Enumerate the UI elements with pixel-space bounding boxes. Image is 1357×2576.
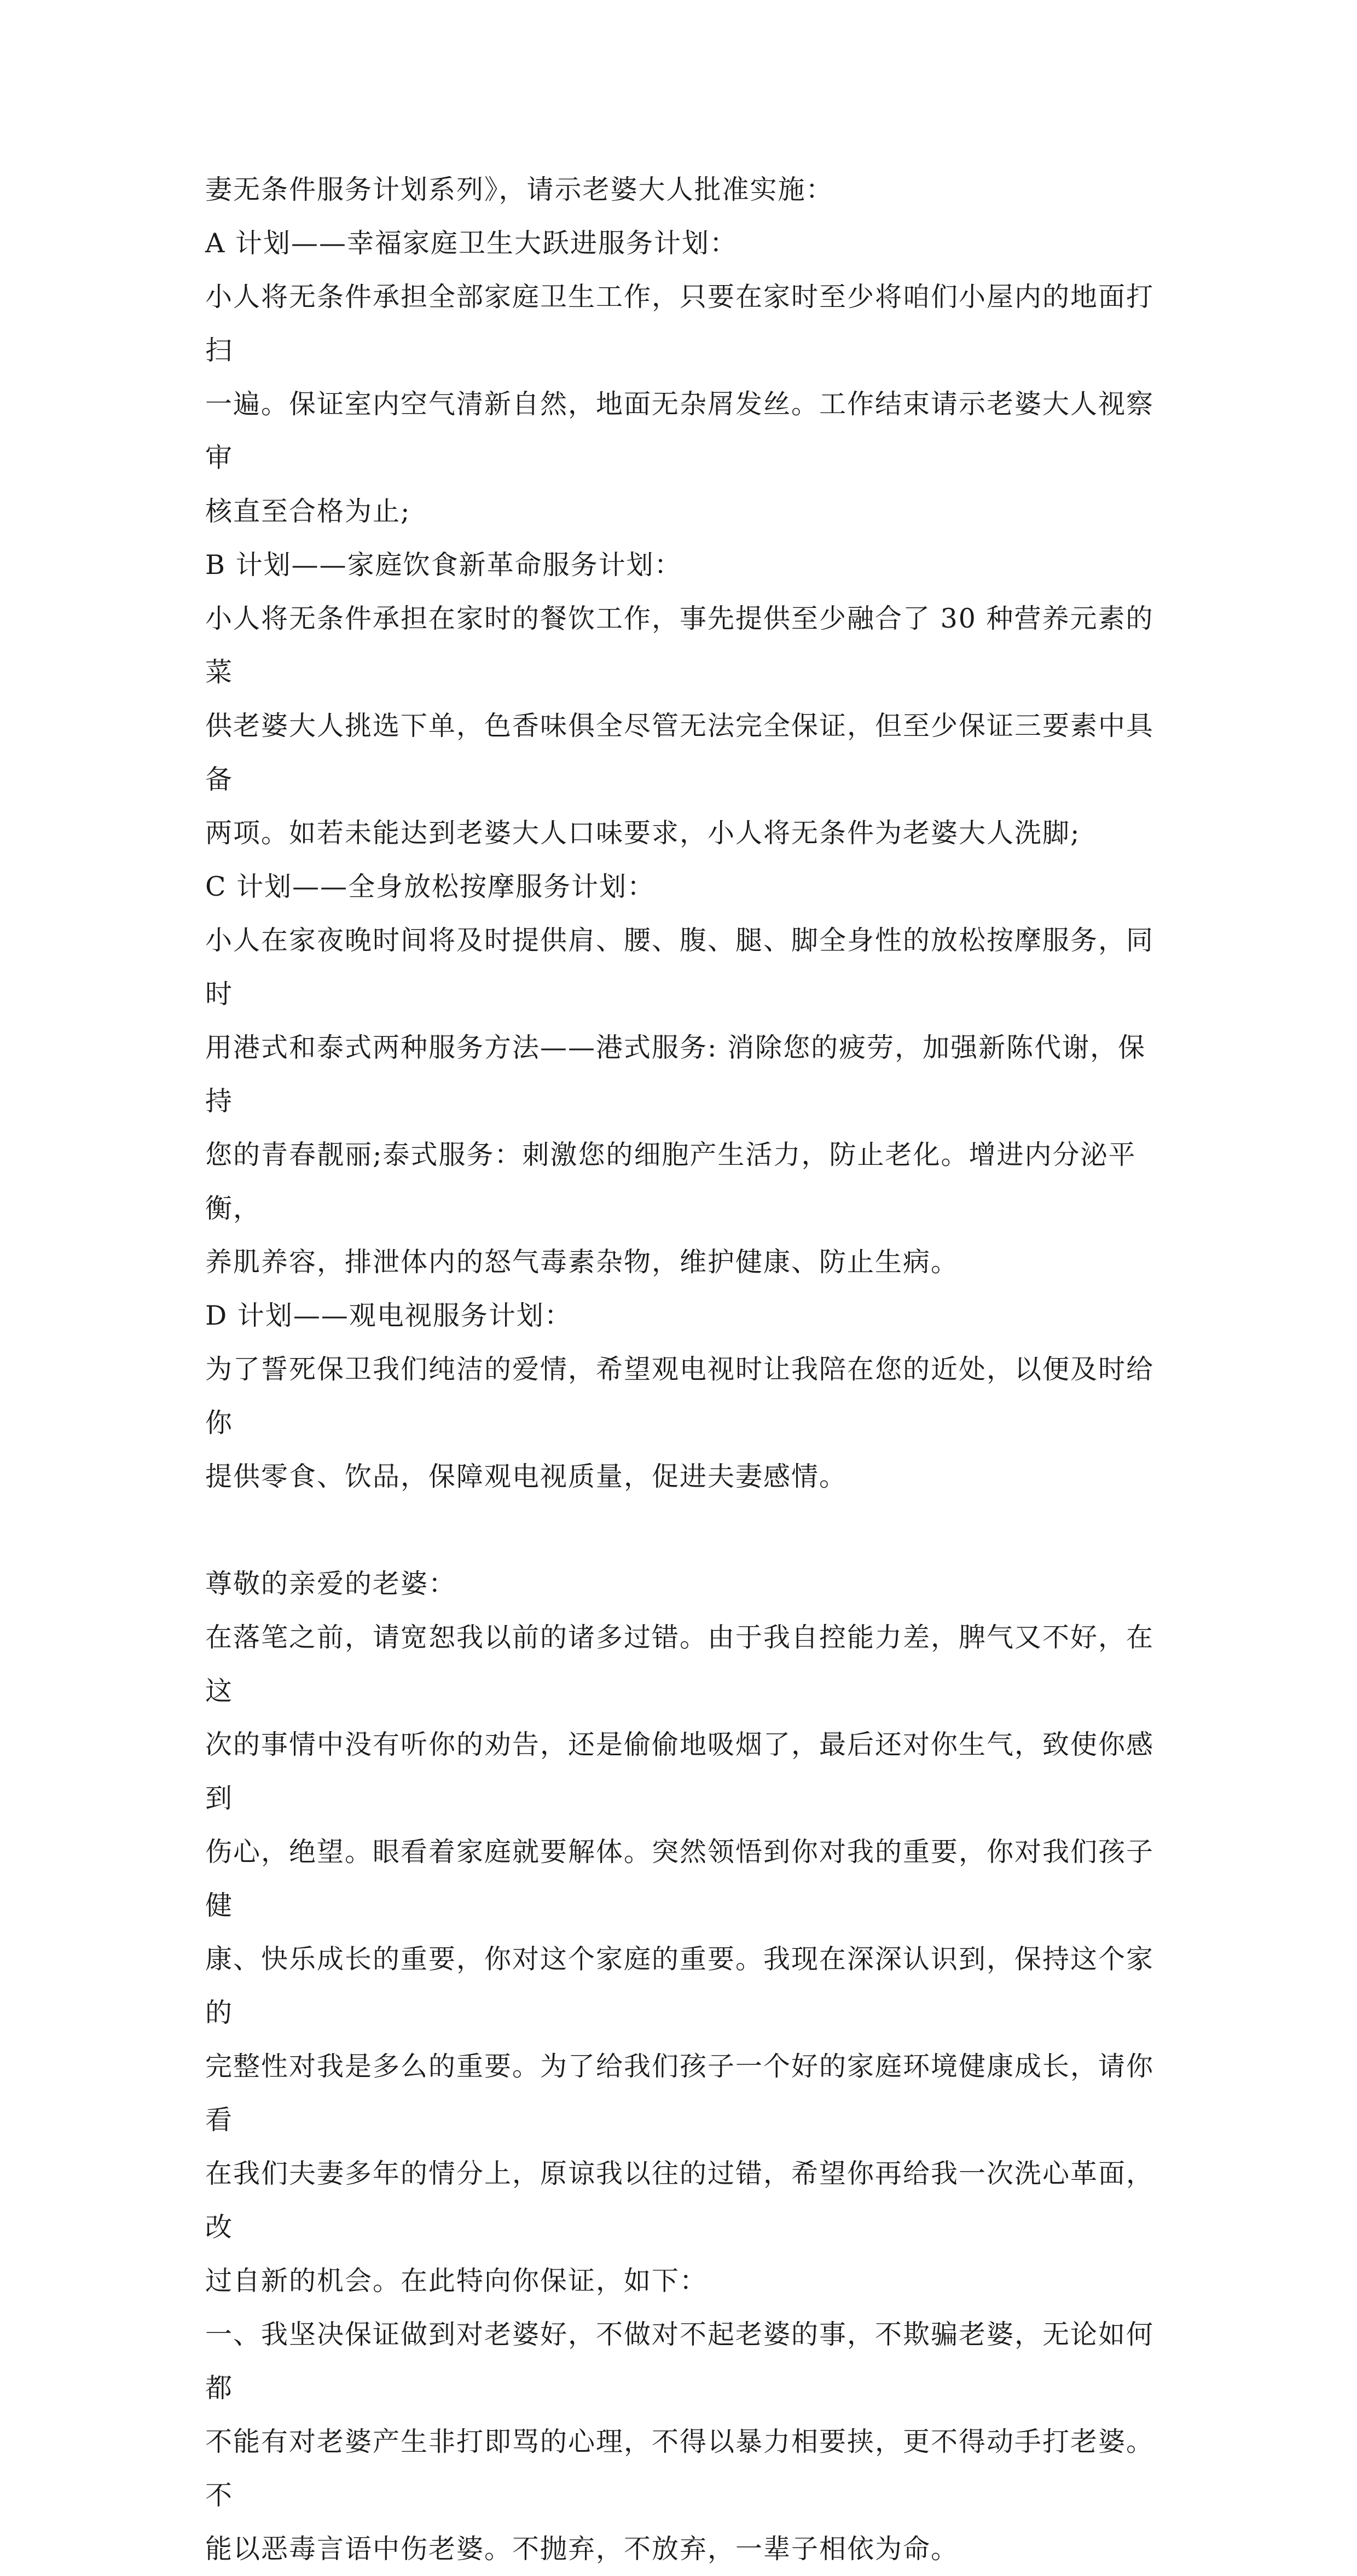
- text-line: 用港式和泰式两种服务方法——港式服务: 消除您的疲劳，加强新陈代谢，保持: [205, 1032, 1146, 1117]
- text-line: 小人将无条件承担在家时的餐饮工作，事先提供至少融合了 30 种营养元素的菜: [205, 603, 1154, 688]
- text-line: 核直至合格为止;: [205, 496, 411, 527]
- text-line: 能以恶毒言语中伤老婆。不抛弃，不放弃，一辈子相依为命。: [205, 2533, 959, 2565]
- text-line: 一遍。保证室内空气清新自然，地面无杂屑发丝。工作结束请示老婆大人视察审: [205, 388, 1155, 473]
- document-body: [205, 163, 1163, 2576]
- text-line: 伤心，绝望。眼看着家庭就要解体。突然领悟到你对我的重要，你对我们孩子健: [205, 1836, 1155, 1921]
- plan-c-heading: C 计划——全身放松按摩服务计划：: [205, 871, 656, 902]
- text-line: 两项。如若未能达到老婆大人口味要求，小人将无条件为老婆大人洗脚;: [205, 817, 1081, 849]
- text-line: 次的事情中没有听你的劝告，还是偷偷地吸烟了，最后还对你生气，致使你感到: [205, 1729, 1155, 1814]
- pledge-one: 一、我坚决保证做到对老婆好，不做对不起老婆的事，不欺骗老婆，无论如何都: [205, 2319, 1155, 2404]
- text-line: 供老婆大人挑选下单，色香味俱全尽管无法完全保证，但至少保证三要素中具备: [205, 710, 1155, 795]
- text-line: 完整性对我是多么的重要。为了给我们孩子一个好的家庭环境健康成长，请你看: [205, 2051, 1155, 2136]
- text-line: 过自新的机会。在此特向你保证，如下：: [205, 2265, 708, 2296]
- text-line: 在我们夫妻多年的情分上，原谅我以往的过错，希望你再给我一次洗心革面，改: [205, 2158, 1155, 2243]
- text-line: 您的青春靓丽;泰式服务：刺激您的细胞产生活力，防止老化。增进内分泌平衡，: [205, 1139, 1136, 1224]
- text-line: 养肌养容，排泄体内的怒气毒素杂物，维护健康、防止生病。: [205, 1246, 959, 1278]
- salutation: 尊敬的亲爱的老婆：: [205, 1568, 457, 1599]
- text-line: 提供零食、饮品，保障观电视质量，促进夫妻感情。: [205, 1461, 848, 1492]
- text-line: 不能有对老婆产生非打即骂的心理，不得以暴力相要挟，更不得动手打老婆。不: [205, 2426, 1155, 2511]
- plan-b-heading: B 计划——家庭饮食新革命服务计划：: [205, 549, 682, 581]
- plan-d-heading: D 计划——观电视服务计划：: [205, 1300, 572, 1331]
- paragraph-gap: [205, 1504, 1163, 1557]
- plan-a-heading: A 计划——幸福家庭卫生大跃进服务计划：: [205, 228, 738, 259]
- text-line: 妻无条件服务计划系列》，请示老婆大人批准实施：: [205, 174, 834, 205]
- text-line: 在落笔之前，请宽恕我以前的诸多过错。由于我自控能力差，脾气又不好，在这: [205, 1622, 1155, 1707]
- text-line: 小人将无条件承担全部家庭卫生工作，只要在家时至少将咱们小屋内的地面打扫: [205, 281, 1155, 366]
- text-line: 为了誓死保卫我们纯洁的爱情，希望观电视时让我陪在您的近处，以便及时给你: [205, 1354, 1155, 1438]
- text-line: 康、快乐成长的重要，你对这个家庭的重要。我现在深深认识到，保持这个家的: [205, 1943, 1155, 2028]
- text-line: 小人在家夜晚时间将及时提供肩、腰、腹、腿、脚全身性的放松按摩服务，同时: [205, 925, 1155, 1009]
